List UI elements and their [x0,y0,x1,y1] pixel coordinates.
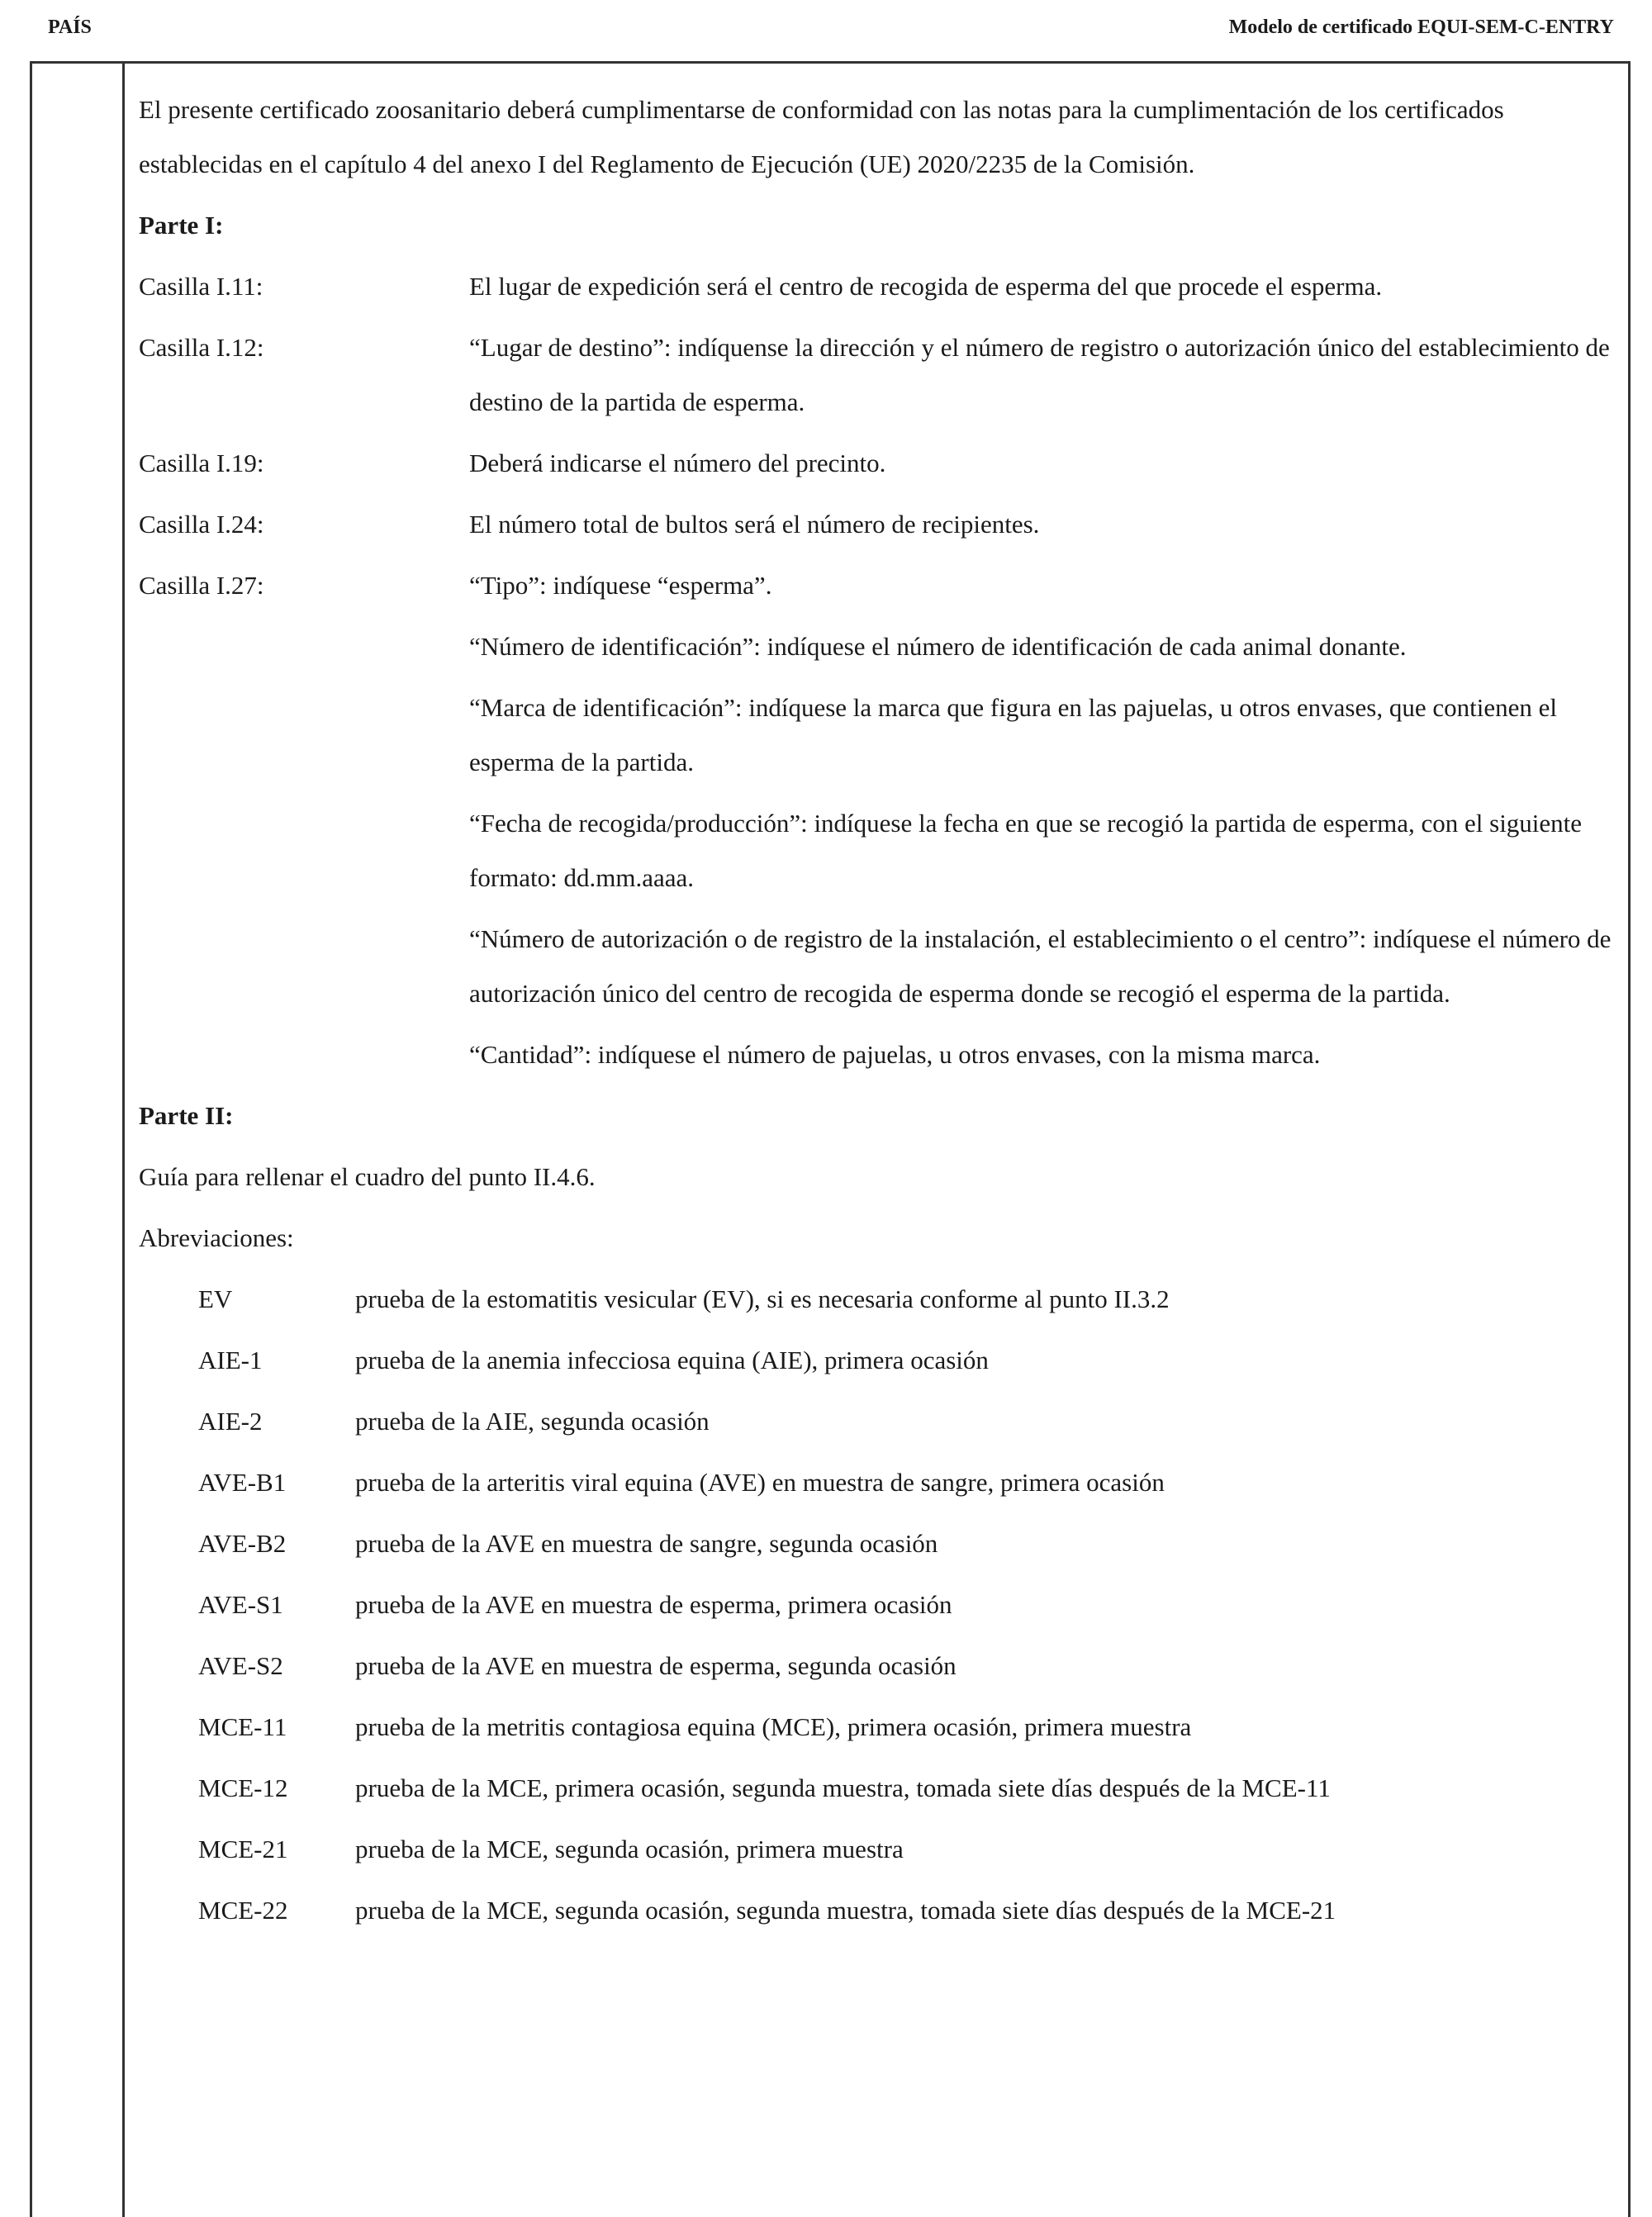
abbreviation-description: prueba de la AVE en muestra de esperma, segunda ocasión [355,1651,957,1680]
abbreviation-code: AVE-S1 [198,1590,283,1619]
box-text [469,558,1614,1082]
part2-guide: Guía para rellenar el cuadro del punto II.4.6. [139,1162,596,1191]
abbreviation-row [139,1394,1614,1449]
box-label: Casilla I.12: [139,333,264,362]
abbreviation-row [139,1517,1614,1571]
header-country: PAÍS [48,17,92,38]
abbreviation-code: MCE-12 [198,1773,288,1802]
box-text [469,497,1614,552]
box-paragraph: “Cantidad”: indíquese el número de pajuelas, u otros envases, con la misma marca. [469,1040,1321,1069]
abbreviation-row [139,1822,1614,1877]
abbreviation-row [139,1883,1614,1938]
box-label: Casilla I.27: [139,571,264,600]
box-paragraph: Deberá indicarse el número del precinto. [469,449,886,477]
abbreviation-row [139,1333,1614,1388]
part1-title: Parte I: [139,211,224,240]
intro-paragraph: El presente certificado zoosanitario deberá cumplimentarse de conformidad con las notas para la cumplimentación de los certificados establecidas en el capítulo 4 del anexo I del Reglamento de Ejecución (UE) 2020/2235 de la Comisión. [139,95,1504,178]
box-label: Casilla I.11: [139,272,263,301]
box-paragraph: “Marca de identificación”: indíquese la marca que figura en las pajuelas, u otros envases, que contienen el esperma de la partida. [469,693,1557,776]
abbreviation-code: AVE-B1 [198,1468,287,1497]
abbreviation-code: MCE-21 [198,1835,288,1863]
box-paragraph: “Número de autorización o de registro de la instalación, el establecimiento o el centro”: indíquese el número de autorización único del centro de recogida de esperma donde se recogió el esperma de la partida. [469,924,1612,1008]
header-model: Modelo de certificado EQUI-SEM-C-ENTRY [1228,17,1614,38]
abbreviation-code: AIE-1 [198,1346,263,1374]
box-paragraph: “Lugar de destino”: indíquense la dirección y el número de registro o autorización único del establecimiento de destino de la partida de esperma. [469,333,1610,416]
box-paragraph: El número total de bultos será el número de recipientes. [469,510,1040,539]
abbreviation-description: prueba de la arteritis viral equina (AVE) en muestra de sangre, primera ocasión [355,1468,1165,1497]
abbreviation-code: AVE-S2 [198,1651,283,1680]
abbreviation-description: prueba de la AVE en muestra de sangre, segunda ocasión [355,1529,938,1558]
margin-divider [122,61,125,2217]
abbreviation-code: MCE-11 [198,1712,287,1741]
box-row [139,320,1614,430]
abbreviation-description: prueba de la anemia infecciosa equina (AIE), primera ocasión [355,1346,989,1374]
abbreviation-row [139,1578,1614,1632]
box-text [469,436,1614,491]
abbreviation-description: prueba de la MCE, primera ocasión, segunda muestra, tomada siete días después de la MCE-11 [355,1773,1331,1802]
abbreviation-row [139,1761,1614,1816]
box-row [139,436,1614,491]
abbreviation-row [139,1455,1614,1510]
abbreviation-code: MCE-22 [198,1896,288,1925]
abbreviation-row [139,1272,1614,1327]
box-label: Casilla I.19: [139,449,264,477]
abbreviations-title: Abreviaciones: [139,1223,294,1252]
box-row [139,558,1614,1082]
box-row [139,497,1614,552]
box-paragraph: El lugar de expedición será el centro de recogida de esperma del que procede el esperma. [469,272,1383,301]
abbreviation-description: prueba de la metritis contagiosa equina (MCE), primera ocasión, primera muestra [355,1712,1192,1741]
abbreviation-row [139,1639,1614,1693]
part2-title: Parte II: [139,1101,234,1130]
abbreviation-code: EV [198,1284,233,1313]
abbreviation-code: AIE-2 [198,1407,263,1436]
box-text [469,259,1614,314]
box-paragraph: “Tipo”: indíquese “esperma”. [469,571,772,600]
abbreviation-row [139,1700,1614,1754]
notes-content [139,83,1614,1938]
abbreviation-description: prueba de la AIE, segunda ocasión [355,1407,710,1436]
abbreviation-description: prueba de la AVE en muestra de esperma, primera ocasión [355,1590,952,1619]
part1-boxes [139,259,1614,1082]
box-text [469,320,1614,430]
box-paragraph: “Fecha de recogida/producción”: indíquese la fecha en que se recogió la partida de esperma, con el siguiente formato: dd.mm.aaaa. [469,809,1583,892]
abbreviation-description: prueba de la MCE, segunda ocasión, primera muestra [355,1835,904,1863]
box-paragraph: “Número de identificación”: indíquese el número de identificación de cada animal donante. [469,632,1407,661]
abbreviation-description: prueba de la MCE, segunda ocasión, segunda muestra, tomada siete días después de la MCE-21 [355,1896,1336,1925]
abbreviation-description: prueba de la estomatitis vesicular (EV), si es necesaria conforme al punto II.3.2 [355,1284,1170,1313]
abbreviations-list [139,1272,1614,1938]
abbreviation-code: AVE-B2 [198,1529,287,1558]
box-label: Casilla I.24: [139,510,264,539]
box-row [139,259,1614,314]
